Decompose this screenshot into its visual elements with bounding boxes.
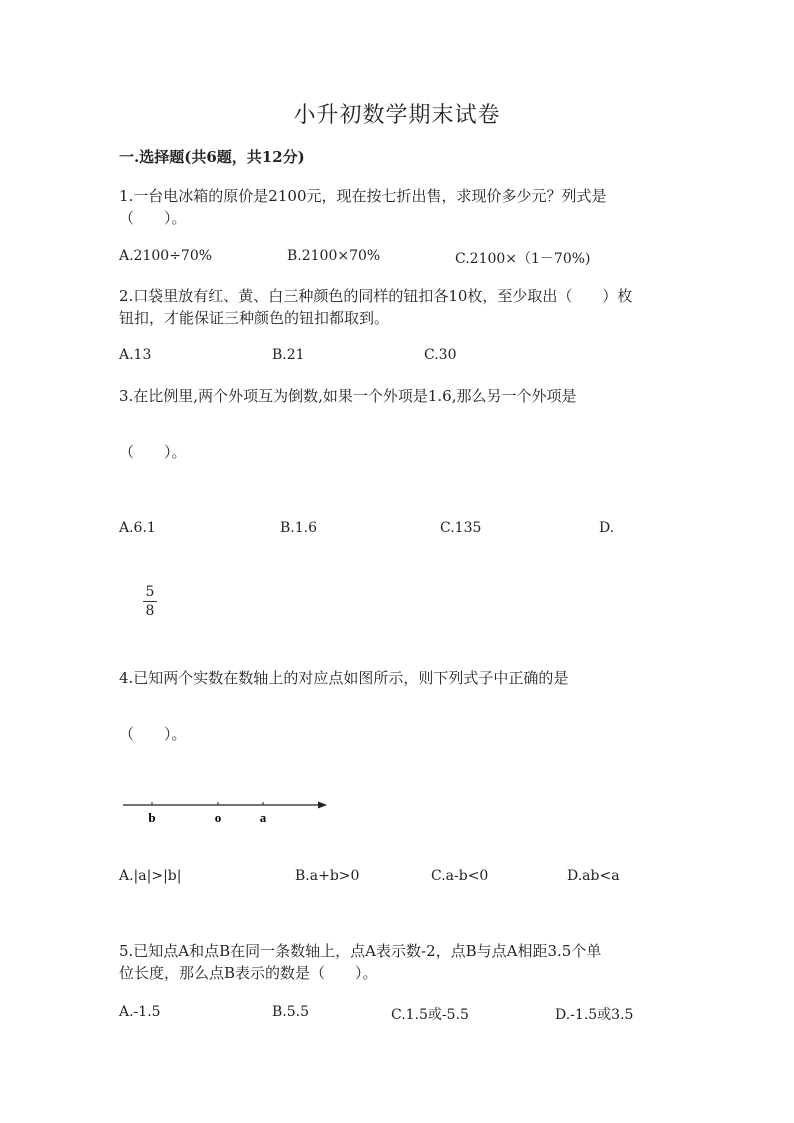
- page-title: 小升初数学期末试卷: [293, 103, 501, 128]
- question-3-option-c: C.135: [440, 520, 482, 536]
- label-o: o: [214, 810, 222, 825]
- question-1-option-a: A.2100÷70%: [119, 248, 213, 264]
- question-5-line-2: 位长度，那么点B表示的数是（ ）。: [119, 964, 378, 982]
- fraction-bar: [143, 601, 157, 602]
- question-2-line-2: 钮扣，才能保证三种颜色的钮扣都取到。: [119, 309, 390, 327]
- question-5-option-c: C.1.5或-5.5: [391, 1007, 469, 1023]
- question-5-option-b: B.5.5: [272, 1004, 310, 1020]
- question-4-option-d: D.ab<a: [567, 868, 620, 884]
- question-2-option-a: A.13: [119, 347, 152, 363]
- question-2-option-b: B.21: [272, 347, 305, 363]
- question-3-option-d: D.: [599, 520, 615, 536]
- question-5-line-1: 5.已知点A和点B在同一条数轴上，点A表示数-2，点B与点A相距3.5个单: [119, 942, 602, 960]
- question-5-option-a: A.-1.5: [119, 1004, 161, 1020]
- section-heading: 一.选择题(共6题，共12分): [119, 148, 305, 166]
- question-3-option-a: A.6.1: [119, 520, 156, 536]
- question-4-line-1: 4.已知两个实数在数轴上的对应点如图所示，则下列式子中正确的是: [119, 669, 569, 687]
- label-a: a: [259, 810, 267, 825]
- question-4-option-a: A.|a|>|b|: [119, 868, 182, 884]
- label-b: b: [148, 810, 156, 825]
- question-2-line-1: 2.口袋里放有红、黄、白三种颜色的同样的钮扣各10枚，至少取出（ ）枚: [119, 287, 633, 305]
- question-4-option-c: C.a-b<0: [431, 868, 489, 884]
- question-3-option-b: B.1.6: [280, 520, 318, 536]
- question-3-line-1: 3.在比例里,两个外项互为倒数,如果一个外项是1.6,那么另一个外项是: [119, 387, 577, 405]
- question-1-line-1: 1.一台电冰箱的原价是2100元，现在按七折出售，求现价多少元？列式是: [119, 187, 607, 205]
- question-5-option-d: D.-1.5或3.5: [555, 1007, 634, 1023]
- question-1-option-b: B.2100×70%: [287, 248, 381, 264]
- question-2-option-c: C.30: [424, 347, 457, 363]
- fraction-denominator: 8: [145, 603, 155, 619]
- question-4-option-b: B.a+b>0: [295, 868, 360, 884]
- fraction-numerator: 5: [145, 584, 155, 600]
- question-1-option-c: C.2100×（1－70%): [455, 251, 591, 267]
- number-line-arrow-icon: [318, 802, 327, 809]
- question-4-line-2: （ ）。: [119, 725, 187, 743]
- fraction-five-eighths: [143, 584, 157, 619]
- number-line-figure: [120, 796, 335, 826]
- question-1-line-2: （ ）。: [119, 209, 187, 227]
- question-3-line-2: （ ）。: [119, 443, 187, 461]
